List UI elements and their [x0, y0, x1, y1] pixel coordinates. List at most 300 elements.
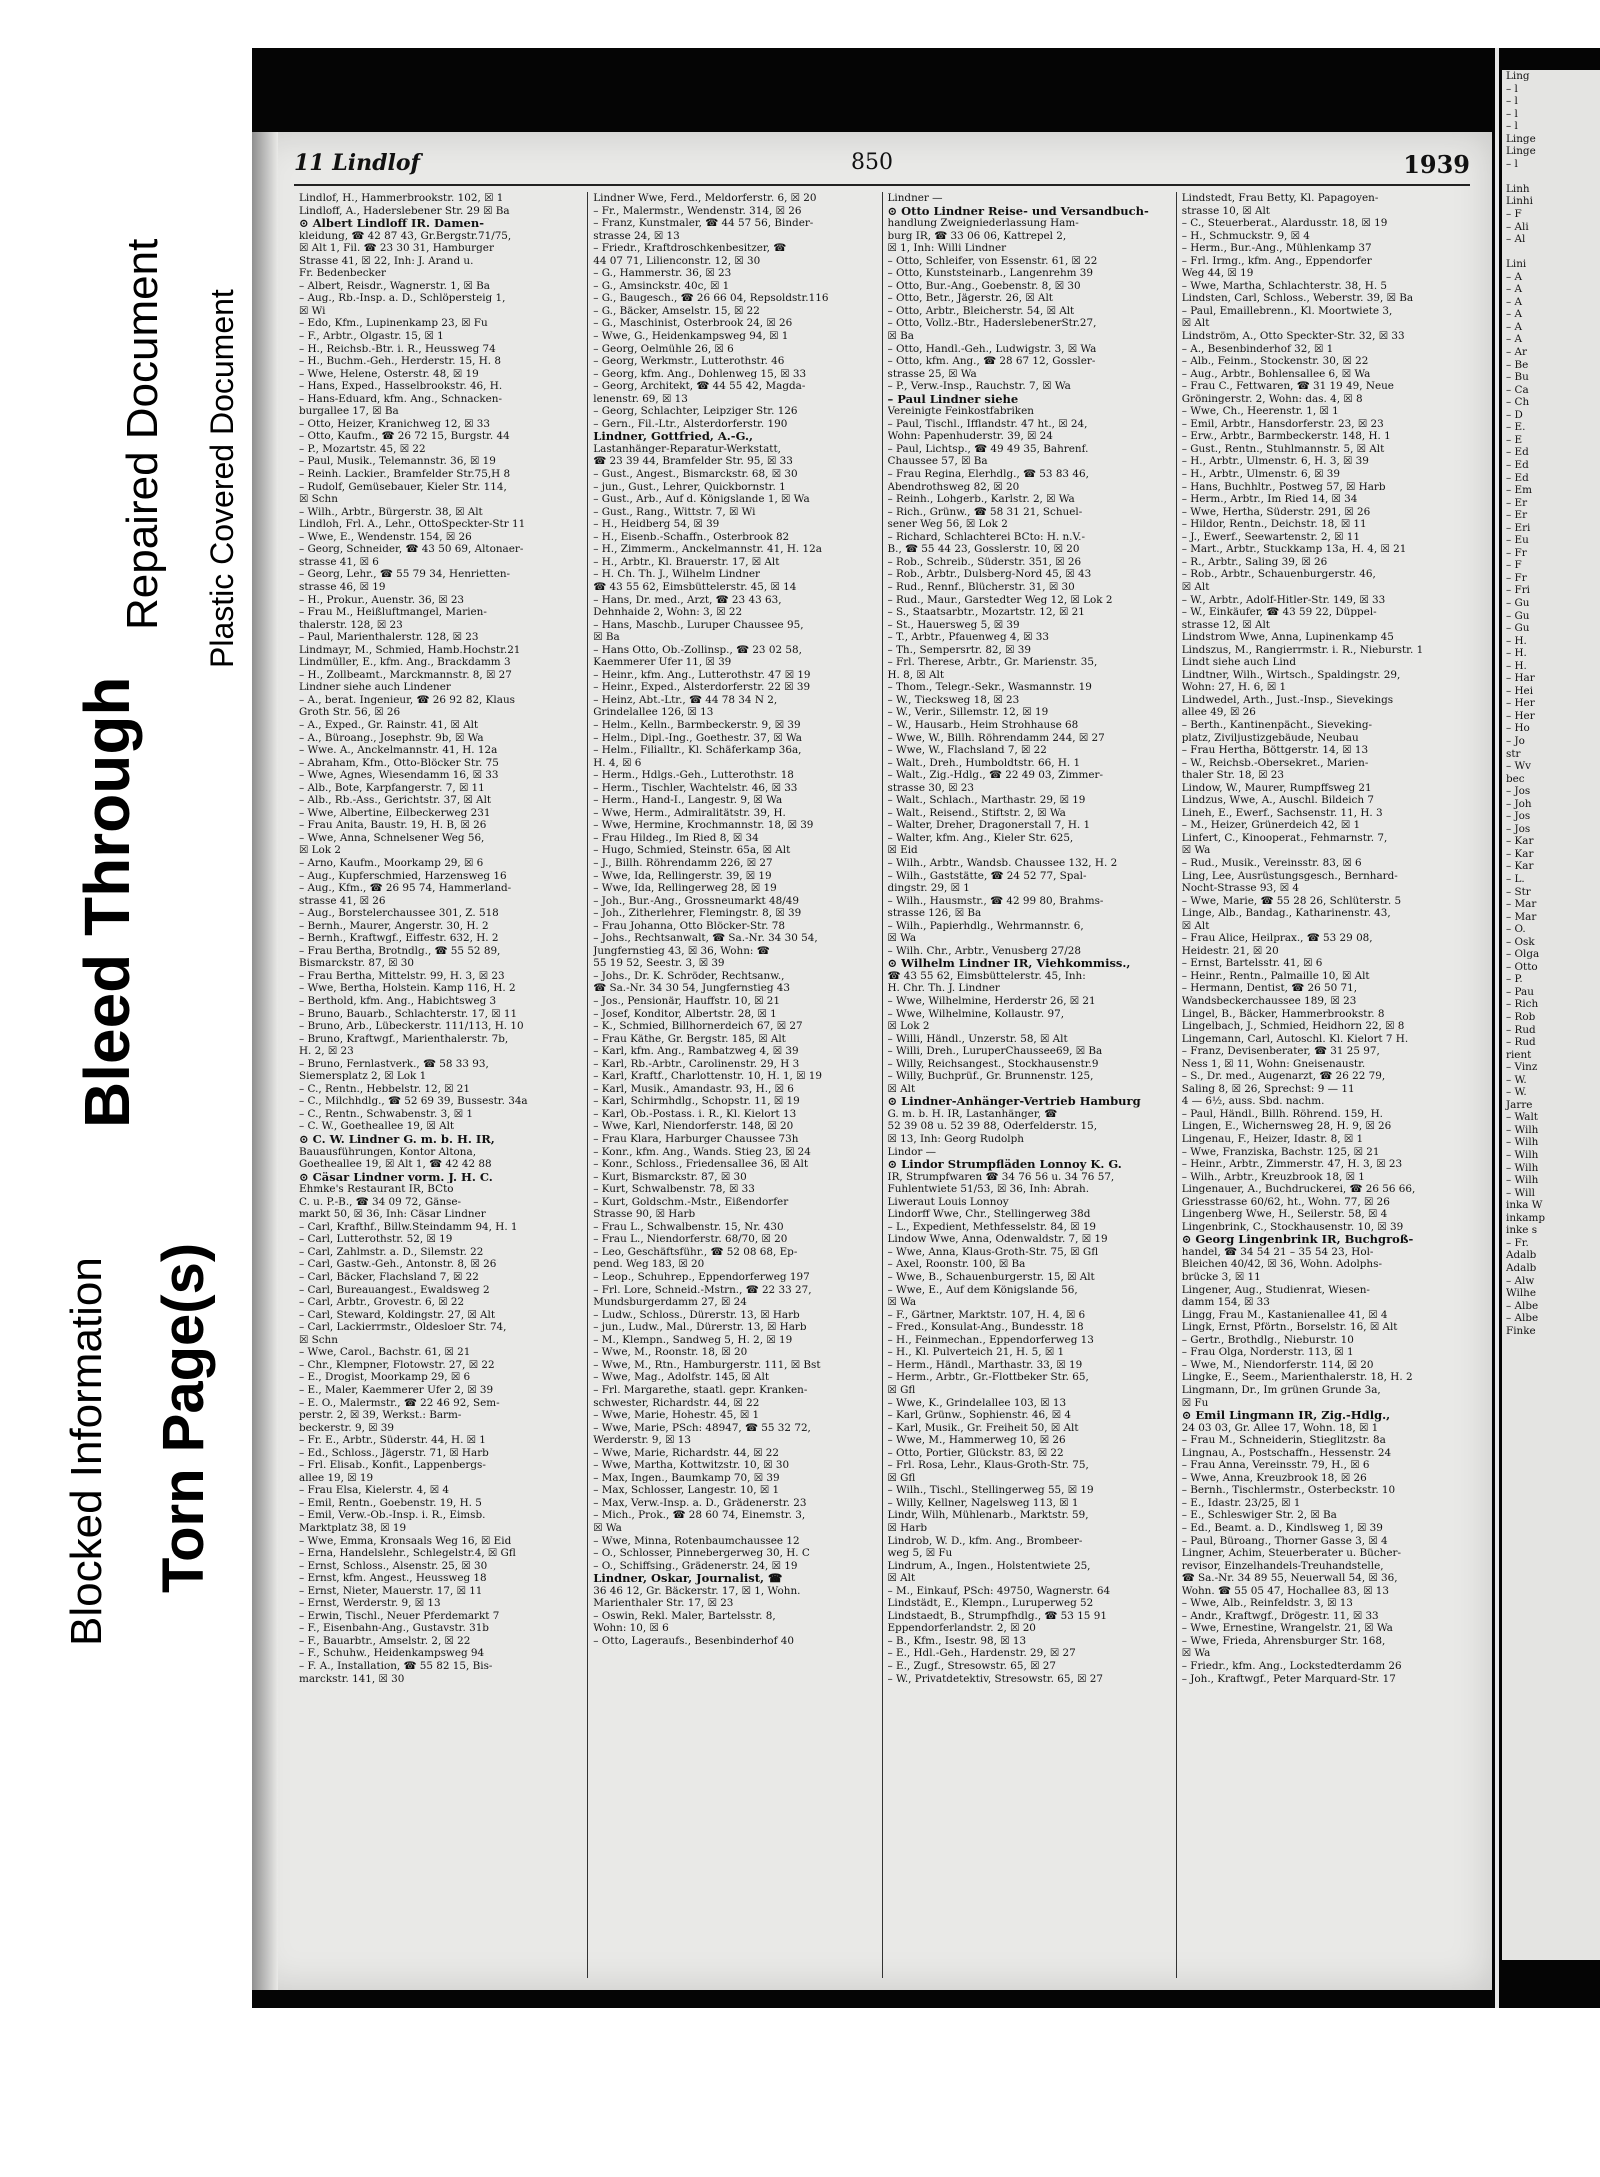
- adjacent-page-fragment: – Her: [1506, 709, 1535, 722]
- directory-entry: Eppendorferlandstr. 2, ☒ 20: [887, 1622, 1036, 1635]
- directory-entry: – Frau M., Heißluftmangel, Marien-: [299, 606, 487, 619]
- adjacent-page-fragment: Linh: [1506, 182, 1530, 195]
- directory-entry: – Frau Käthe, Gr. Bergstr. 185, ☒ Alt: [593, 1032, 786, 1045]
- directory-entry: – Karl, Grünw., Sophienstr. 46, ☒ 4: [887, 1409, 1071, 1422]
- directory-entry: ☎ 43 55 62, Eimsbüttelerstr. 45, Inh:: [887, 969, 1086, 982]
- directory-entry: – H., Arbtr., Ulmenstr. 6, ☒ 39: [1181, 468, 1341, 481]
- directory-entry: ☒ Alt: [887, 1572, 916, 1585]
- directory-entry: – Arno, Kaufm., Moorkamp 29, ☒ 6: [299, 856, 484, 869]
- directory-entry: – W., Hausarb., Heim Strohhause 68: [887, 718, 1079, 731]
- directory-entry: allee 19, ☒ 19: [299, 1471, 374, 1484]
- adjacent-page-fragment: – Mar: [1506, 898, 1537, 911]
- directory-entry: – Frl. Elisab., Konfit., Lappenbergs-: [299, 1459, 486, 1472]
- directory-entry: Lingnau, A., Postschaffn., Hessenstr. 24: [1181, 1446, 1392, 1459]
- directory-entry: – W., Arbtr., Adolf-Hitler-Str. 149, ☒ 33: [1181, 593, 1386, 606]
- directory-entry: – Wwe, Wilhelmine, Herderstr 26, ☒ 21: [887, 995, 1096, 1007]
- directory-entry: – Frau Elsa, Kielerstr. 4, ☒ 4: [299, 1484, 449, 1497]
- directory-entry: Lindor —: [887, 1145, 936, 1158]
- directory-entry: – Paul, Lichtsp., ☎ 49 49 35, Bahrenf.: [887, 442, 1089, 455]
- directory-entry: – Frau Bertha, Mittelstr. 99, H. 3, ☒ 23: [299, 969, 505, 982]
- directory-entry: – Wwe, Bertha, Holstein. Kamp 116, H. 2: [299, 982, 516, 995]
- directory-entry: – Franz, Kunstmaler, ☎ 44 57 56, Binder-: [593, 217, 814, 230]
- directory-entry: – Carl, Zahlmstr. a. D., Silemstr. 22: [299, 1245, 484, 1258]
- directory-entry: – Carl, Krafthf., Billw.Steindamm 94, H. 1: [299, 1220, 518, 1233]
- adjacent-page-fragment: rient: [1506, 1048, 1532, 1061]
- directory-entry: – Max, Ingen., Baumkamp 70, ☒ 39: [593, 1471, 780, 1484]
- directory-entry: ⊙ Albert Lindloff IR. Damen-: [299, 217, 484, 230]
- directory-entry: Bauausführungen, Kontor Altona,: [299, 1145, 477, 1158]
- directory-entry: – Hugo, Schmied, Steinstr. 65a, ☒ Alt: [593, 844, 791, 857]
- directory-entry: – Reinh. Lackier., Bramfelder Str.75,H 8: [299, 468, 511, 481]
- directory-entry: – M., Heizer, Grünerdeich 42, ☒ 1: [1181, 819, 1361, 832]
- directory-entry: – Karl, Musik., Gr. Freiheit 50, ☒ Alt: [887, 1421, 1079, 1434]
- directory-column: [883, 192, 1177, 1978]
- directory-entry: – G., Baugesch., ☎ 26 66 04, Repsoldstr.116: [593, 292, 829, 305]
- adjacent-page-fragment: – E: [1506, 433, 1523, 446]
- directory-entry: – Gust., Rentn., Stuhlmannstr. 5, ☒ Alt: [1181, 442, 1385, 455]
- directory-entry: – Helm., Dipl.-Ing., Goethestr. 37, ☒ Wa: [593, 731, 802, 744]
- directory-entry: Strasse 90, ☒ Harb: [593, 1208, 696, 1221]
- directory-entry: Werderstr. 9, ☒ 13: [593, 1434, 691, 1447]
- directory-entry: – St., Hauersweg 5, ☒ 39: [887, 618, 1020, 631]
- label-blocked-information: Blocked Information: [62, 1257, 111, 1646]
- directory-entry: Lindstrom Wwe, Anna, Lupinenkamp 45: [1181, 631, 1394, 644]
- directory-entry: Wohn: Papenhuderstr. 39, ☒ 24: [887, 430, 1053, 443]
- directory-entry: ☒ Wa: [593, 1521, 622, 1534]
- directory-entry: – Wwe, M., Niendorferstr. 114, ☒ 20: [1181, 1358, 1374, 1371]
- directory-entry: – Otto, Kaufm., ☎ 26 72 15, Burgstr. 44: [299, 430, 510, 443]
- directory-entry: – Georg, kfm. Ang., Dohlenweg 15, ☒ 33: [593, 367, 807, 380]
- directory-entry: – Ernst, Nieter, Mauerstr. 17, ☒ 11: [299, 1584, 483, 1597]
- directory-entry: – Georg, Schneider, ☎ 43 50 69, Altonaer-: [299, 543, 524, 556]
- adjacent-page-fragment: Adalb: [1506, 1261, 1537, 1274]
- directory-entry: ☒ Gfl: [887, 1471, 916, 1484]
- directory-entry: – Bernh., Kraftwgf., Eiffestr. 632, H. 2: [299, 932, 499, 945]
- directory-entry: 44 07 71, Lilienconstr. 12, ☒ 30: [593, 254, 761, 267]
- adjacent-page-fragment: – Rud: [1506, 1036, 1536, 1049]
- page-gutter: [1495, 48, 1499, 2008]
- directory-entry: Weg 44, ☒ 19: [1181, 267, 1254, 280]
- directory-entry: Lindner Wwe, Ferd., Meldorferstr. 6, ☒ 20: [593, 192, 817, 204]
- directory-entry: Lindner siehe auch Lindener: [299, 681, 451, 694]
- directory-entry: – Wwe, Emma, Kronsaals Weg 16, ☒ Eid: [299, 1534, 512, 1547]
- label-torn-pages: Torn Page(s): [151, 1242, 216, 1593]
- directory-entry: – Paul, Händl., Billh. Röhrend. 159, H.: [1181, 1107, 1383, 1120]
- adjacent-page-fragment: – Ca: [1506, 383, 1529, 396]
- directory-entry: – Aug., Borstelerchaussee 301, Z. 518: [299, 907, 499, 920]
- directory-entry: – Frau Anna, Vereinsstr. 79, H., ☒ 6: [1181, 1459, 1370, 1472]
- adjacent-page-fragment: inka W: [1506, 1199, 1543, 1212]
- directory-entry: ⊙ Lindor Strumpfläden Lonnoy K. G.: [887, 1158, 1122, 1171]
- directory-entry: – Hans, Exped., Hasselbrookstr. 46, H.: [299, 380, 503, 393]
- directory-entry: – G., Maschinist, Osterbrook 24, ☒ 26: [593, 317, 793, 330]
- directory-entry: strasse 41, ☒ 26: [299, 894, 386, 907]
- directory-entry: – Otto, kfm. Ang., ☎ 28 67 12, Gossler-: [887, 355, 1096, 368]
- directory-entry: strasse 12, ☒ Alt: [1181, 618, 1270, 631]
- directory-entry: 52 39 08 u. 52 39 88, Oderfelderstr. 15,: [887, 1120, 1098, 1133]
- directory-entry: – P., Mozartstr. 45, ☒ 22: [299, 442, 426, 455]
- directory-entry: – Otto, Vollz.-Btr., HaderslebenerStr.27,: [887, 317, 1097, 330]
- directory-entry: – Bruno, Fernlastverk., ☎ 58 33 93,: [299, 1057, 489, 1070]
- directory-entry: – E., Idastr. 23/25, ☒ 1: [1181, 1496, 1301, 1509]
- directory-entry: – Alb., Feinm., Stockenstr. 30, ☒ 22: [1181, 355, 1369, 368]
- adjacent-page-fragment: – H.: [1506, 634, 1527, 647]
- directory-entry: – Paul, Tischl., Ifflandstr. 47 ht., ☒ 24,: [887, 417, 1088, 430]
- directory-entry: – Alb., Bote, Karpfangerstr. 7, ☒ 11: [299, 781, 485, 794]
- directory-entry: – Wwe, Mag., Adolfstr. 145, ☒ Alt: [593, 1371, 770, 1384]
- directory-entry: – Karl, Kraftf., Charlottenstr. 10, H. 1, ☒ 19: [593, 1070, 822, 1083]
- directory-entry: – M., Klempn., Sandweg 5, H. 2, ☒ 19: [593, 1333, 793, 1346]
- adjacent-page-fragment: Linge: [1506, 132, 1536, 145]
- directory-entry: – Hans Otto, Ob.-Zollinsp., ☎ 23 02 58,: [593, 643, 802, 656]
- directory-entry: Lindström, A., Otto Speckter-Str. 32, ☒ 33: [1181, 330, 1405, 343]
- directory-entry: – O., Schlosser, Pinnebergerweg 30, H. C: [593, 1547, 810, 1560]
- directory-entry: – Frau C., Fettwaren, ☎ 31 19 49, Neue: [1181, 380, 1394, 393]
- directory-entry: Abendrothsweg 82, ☒ 20: [887, 480, 1020, 493]
- directory-entry: – Ernst, kfm. Angest., Heussweg 18: [299, 1572, 487, 1585]
- adjacent-page-fragment: bec: [1506, 772, 1525, 785]
- directory-entry: – Carl, Gastw.-Geh., Antonstr. 8, ☒ 26: [299, 1258, 497, 1271]
- adjacent-page-fragment: – Joh: [1506, 797, 1532, 810]
- directory-entry: – Ernst, Werderstr. 9, ☒ 13: [299, 1597, 441, 1610]
- directory-entry: – jun., Gust., Lehrer, Quickbornstr. 1: [593, 480, 786, 493]
- directory-entry: – Walt., Dreh., Humboldtstr. 66, H. 1: [887, 756, 1081, 769]
- directory-entry: – Frau L., Schwalbenstr. 15, Nr. 430: [593, 1220, 784, 1233]
- directory-entry: – Frau Anita, Baustr. 19, H. B, ☒ 26: [299, 819, 487, 832]
- directory-entry: – Wwe, Frieda, Ahrensburger Str. 168,: [1181, 1634, 1386, 1647]
- adjacent-page-fragment: – Rich: [1506, 998, 1539, 1011]
- directory-entry: Lindner, Gottfried, A.-G.,: [593, 430, 753, 443]
- directory-entry: – Wwe, Karl, Niendorferstr. 148, ☒ 20: [593, 1120, 794, 1133]
- directory-entry: – Richard, Schlachterei BCto: H. n.V.-: [887, 530, 1085, 543]
- directory-entry: – Otto, Heizer, Kranichweg 12, ☒ 33: [299, 417, 490, 430]
- directory-entry: – Wwe, Anna, Schnelsener Weg 56,: [299, 831, 485, 844]
- directory-entry: ☒ Alt: [1181, 317, 1210, 330]
- adjacent-page-fragment: – l: [1506, 95, 1518, 108]
- directory-entry: – Carl, Steward, Koldingstr. 27, ☒ Alt: [299, 1308, 496, 1321]
- adjacent-page-fragment: inke s: [1506, 1224, 1538, 1237]
- directory-entry: – Otto, Schleifer, von Essenstr. 61, ☒ 22: [887, 254, 1098, 267]
- directory-entry: – H., Kl. Pulverteich 21, H. 5, ☒ 1: [887, 1346, 1065, 1359]
- directory-entry: 36 46 12, Gr. Bäckerstr. 17, ☒ 1, Wohn.: [593, 1584, 801, 1597]
- adjacent-page-fragment: – Rob: [1506, 1011, 1536, 1024]
- directory-entry: brücke 3, ☒ 11: [1181, 1271, 1261, 1284]
- directory-entry: 4 — 6½, auss. Sbd. nachm.: [1181, 1095, 1325, 1108]
- directory-entry: ☒ Alt 1, Fil. ☎ 23 30 31, Hamburger: [299, 242, 494, 255]
- adjacent-page-fragment: Linhi: [1506, 195, 1533, 208]
- directory-entry: – Ludw., Schloss., Dürerstr. 13, ☒ Harb: [593, 1308, 800, 1321]
- directory-entry: ⊙ Cäsar Lindner vorm. J. H. C.: [299, 1170, 493, 1184]
- directory-entry: – Josef, Konditor, Albertstr. 28, ☒ 1: [593, 1007, 777, 1020]
- directory-entry: – Edo, Kfm., Lupinenkamp 23, ☒ Fu: [299, 317, 488, 330]
- adjacent-page-fragment: – H.: [1506, 659, 1527, 672]
- directory-entry: Lingenberg Wwe, H., Seilerstr. 58, ☒ 4: [1181, 1208, 1388, 1221]
- directory-entry: – Wwe, Martha, Kottwitzstr. 10, ☒ 30: [593, 1459, 790, 1472]
- directory-entry: ☒ Alt: [1181, 580, 1210, 593]
- directory-entry: – Karl, Schirmhdlg., Schopstr. 11, ☒ 19: [593, 1095, 800, 1108]
- directory-entry: – Gertr., Brothdlg., Nieburstr. 10: [1181, 1333, 1354, 1346]
- directory-entry: strasse 30, ☒ 23: [887, 781, 974, 794]
- directory-entry: – J., Ewerf., Seewartenstr. 2, ☒ 11: [1181, 530, 1360, 543]
- directory-entry: – R., Arbtr., Saling 39, ☒ 26: [1181, 555, 1328, 568]
- directory-entry: – Johs., Rechtsanwalt, ☎ Sa.-Nr. 34 30 54,: [593, 932, 818, 945]
- directory-entry: – Reinh., Lohgerb., Karlstr. 2, ☒ Wa: [887, 493, 1075, 506]
- directory-entry: – Wwe, G., Heidenkampsweg 94, ☒ 1: [593, 330, 789, 343]
- directory-entry: ⊙ Emil Lingmann IR, Zig.-Hdlg.,: [1181, 1409, 1391, 1422]
- label-plastic-covered-document: Plastic Covered Document: [204, 289, 240, 668]
- directory-entry: Lingenbrink, C., Stockhausenstr. 10, ☒ 39: [1181, 1220, 1404, 1233]
- adjacent-page-fragment: – Wilh: [1506, 1123, 1539, 1136]
- directory-entry: Lindt siehe auch Lind: [1181, 656, 1297, 669]
- adjacent-page-fragment: – W.: [1506, 1073, 1527, 1086]
- directory-entry: – Rich., Grünw., ☎ 58 31 21, Schuel-: [887, 505, 1083, 518]
- directory-entry: – Walt., Zig.-Hdlg., ☎ 22 49 03, Zimmer-: [887, 769, 1103, 782]
- directory-entry: strasse 41, ☒ 6: [299, 555, 379, 568]
- directory-entry: ☒ Wa: [1181, 1647, 1211, 1660]
- directory-entry: – Emil, Arbtr., Hansdorferstr. 23, ☒ 23: [1181, 417, 1384, 430]
- directory-entry: – Wwe, Minna, Rotenbaumchaussee 12: [593, 1534, 800, 1547]
- adjacent-page-fragment: – Albe: [1506, 1299, 1539, 1312]
- directory-entry: Lindtner, Wilh., Wirtsch., Spaldingstr. 29,: [1181, 668, 1401, 681]
- adjacent-page-fragment: – Jo: [1506, 734, 1525, 747]
- adjacent-page-fragment: – E.: [1506, 421, 1526, 434]
- directory-entry: – Frl. Rosa, Lehr., Klaus-Groth-Str. 75,: [887, 1459, 1089, 1472]
- page-header-name: 11 Lindlof: [294, 150, 420, 176]
- directory-entry: – Heinr., Rentn., Palmaille 10, ☒ Alt: [1181, 969, 1370, 982]
- directory-entry: strasse 126, ☒ Ba: [887, 907, 982, 920]
- adjacent-page-fragment: – Kar: [1506, 847, 1534, 860]
- directory-entry: – Emil, Rentn., Goebenstr. 19, H. 5: [299, 1496, 482, 1509]
- directory-entry: ☒ Lok 2: [299, 844, 341, 857]
- directory-entry: – Leop., Schuhrep., Eppendorferweg 197: [593, 1271, 810, 1284]
- directory-entry: – Herm., Hand-I., Langestr. 9, ☒ Wa: [593, 794, 783, 807]
- adjacent-page-fragment: – Ch: [1506, 396, 1530, 409]
- directory-entry: – Wilh., Tischl., Stellingerweg 55, ☒ 19: [887, 1484, 1094, 1497]
- directory-entry: – E., Schleswiger Str. 2, ☒ Ba: [1181, 1509, 1337, 1522]
- directory-entry: – Wwe, Ch., Heerenstr. 1, ☒ 1: [1181, 405, 1339, 418]
- adjacent-page-fragment: – O.: [1506, 923, 1526, 936]
- directory-entry: – Rud., Rennf., Blücherstr. 31, ☒ 30: [887, 580, 1075, 593]
- directory-entry: Marienthaler Str. 17, ☒ 23: [593, 1597, 734, 1610]
- directory-entry: – Wwe, Martha, Schlachterstr. 38, H. 5: [1181, 279, 1388, 292]
- directory-entry: – W., Privatdetektiv, Stresowstr. 65, ☒ 27: [887, 1672, 1103, 1685]
- directory-entry: – Wilh., Papierhdlg., Wehrmannstr. 6,: [887, 919, 1084, 932]
- directory-entry: – Rud., Maur., Garstedter Weg 12, ☒ Lok 2: [887, 593, 1113, 606]
- directory-entry: 55 19 52, Seestr. 3, ☒ 39: [593, 957, 725, 970]
- directory-entry: – Hildor, Rentn., Deichstr. 18, ☒ 11: [1181, 518, 1367, 531]
- directory-entry: – Erwin, Tischl., Neuer Pferdemarkt 7: [299, 1609, 500, 1622]
- adjacent-page-fragment: – Eu: [1506, 534, 1529, 547]
- directory-entry: ☒ 13, Inh: Georg Rudolph: [887, 1133, 1024, 1146]
- adjacent-page-fragment: – Wilh: [1506, 1174, 1539, 1187]
- directory-entry: Jungfernstieg 43, ☒ 36, Wohn: ☎: [593, 944, 770, 957]
- adjacent-page-edge: [1502, 70, 1600, 1960]
- directory-entry: – Wwe, Hertha, Süderstr. 291, ☒ 26: [1181, 505, 1371, 518]
- adjacent-page-fragment: – F: [1506, 559, 1522, 572]
- directory-entry: – Frl. Irmg., kfm. Ang., Eppendorfer: [1181, 254, 1372, 267]
- directory-entry: – Hans-Eduard, kfm. Ang., Schnacken-: [299, 392, 502, 405]
- directory-entry: – Paul, Büroang., Thorner Gasse 3, ☒ 4: [1181, 1534, 1388, 1547]
- directory-entry: – Frau Hildeg., Im Ried 8, ☒ 34: [593, 831, 759, 844]
- directory-entry: – H., Reichsb.-Btr. i. R., Heussweg 74: [299, 342, 496, 355]
- directory-entry: – Aug., Kupferschmied, Harzensweg 16: [299, 869, 507, 882]
- directory-entry: – Walter, Dreher, Dragonerstall 7, H. 1: [887, 819, 1091, 832]
- directory-entry: Linge, Alb., Bandag., Katharinenstr. 43,: [1181, 907, 1391, 920]
- adjacent-page-fragment: Ling: [1506, 70, 1530, 82]
- directory-entry: – Carl, Bureauangest., Ewaldsweg 2: [299, 1283, 490, 1296]
- directory-entry: – A., berat. Ingenieur, ☎ 26 92 82, Klaus: [299, 693, 515, 706]
- directory-entry: – Leo, Geschäftsführ., ☎ 52 08 68, Ep-: [593, 1245, 798, 1258]
- directory-entry: – H., Zimmerm., Anckelmannstr. 41, H. 12a: [593, 543, 822, 556]
- directory-entry: – Carl, Bäcker, Flachsland 7, ☒ 22: [299, 1271, 479, 1284]
- adjacent-page-fragment: – l: [1506, 157, 1518, 170]
- directory-entry: Lingke, E., Seem., Marienthalerstr. 18, H. 2: [1181, 1371, 1413, 1384]
- directory-entry: – Gust., Angest., Bismarckstr. 68, ☒ 30: [593, 468, 798, 481]
- directory-entry: – H., Schmuckstr. 9, ☒ 4: [1181, 229, 1310, 242]
- adjacent-page-fragment: Wilhe: [1506, 1287, 1536, 1300]
- directory-entry: – Joh., Bur.-Ang., Grossneumarkt 48/49: [593, 894, 799, 907]
- directory-entry: – Walt., Reisend., Stiftstr. 2, ☒ Wa: [887, 806, 1066, 819]
- directory-entry: ☒ 1, Inh: Willi Lindner: [887, 242, 1007, 255]
- directory-entry: – Frau Hertha, Böttgerstr. 14, ☒ 13: [1181, 744, 1369, 757]
- directory-entry: – F., Eisenbahn-Ang., Gustavstr. 31b: [299, 1622, 489, 1635]
- directory-entry: – M., Einkauf, PSch: 49750, Wagnerstr. 64: [887, 1584, 1111, 1597]
- directory-entry: – Wwe, Ida, Rellingerstr. 39, ☒ 19: [593, 869, 772, 882]
- directory-entry: – Kurt, Goldschm.-Mstr., Eißendorfer: [593, 1195, 789, 1208]
- adjacent-page-fragment: – D: [1506, 408, 1523, 421]
- directory-entry: pend. Weg 183, ☒ 20: [593, 1258, 705, 1271]
- directory-entry: – Carl, Lutterothstr. 52, ☒ 19: [299, 1233, 453, 1246]
- directory-entry: – W., Reichsb.-Obersekret., Marien-: [1181, 756, 1369, 769]
- directory-entry: – Karl, Ob.-Postass. i. R., Kl. Kielort 13: [593, 1107, 797, 1120]
- directory-entry: Lindlof, H., Hammerbrookstr. 102, ☒ 1: [299, 192, 504, 204]
- directory-entry: – H., Arbtr., Kl. Brauerstr. 17, ☒ Alt: [593, 555, 780, 568]
- directory-entry: – Rob., Arbtr., Dulsberg-Nord 45, ☒ 43: [887, 568, 1092, 581]
- directory-entry: Lindstedt, Frau Betty, Kl. Papagoyen-: [1181, 192, 1379, 204]
- directory-entry: – Erna, Handelslehr., Schlegelstr.4, ☒ Gfl: [299, 1547, 516, 1560]
- directory-columns: [294, 192, 1470, 1978]
- directory-entry: – Wilh., Hausmstr., ☎ 42 99 80, Brahms-: [887, 894, 1104, 907]
- directory-entry: – Ernst, Schloss., Alsenstr. 25, ☒ 30: [299, 1559, 488, 1572]
- directory-entry: – J., Billh. Röhrendamm 226, ☒ 27: [593, 856, 773, 869]
- directory-entry: Wandsbeckerchaussee 189, ☒ 23: [1181, 995, 1357, 1007]
- directory-entry: C. u. P.-B., ☎ 34 09 72, Gänse-: [299, 1195, 462, 1208]
- adjacent-page-fragment: – Fr.: [1506, 1236, 1529, 1249]
- directory-entry: – Herm., Arbtr., Gr.-Flottbeker Str. 65,: [887, 1371, 1089, 1384]
- adjacent-page-fragment: – Pau: [1506, 985, 1534, 998]
- directory-entry: Lindorff Wwe, Chr., Stellingerweg 38d: [887, 1208, 1091, 1221]
- directory-entry: – Aug., Arbtr., Bohlensallee 6, ☒ Wa: [1181, 367, 1371, 380]
- directory-entry: – Wwe, W., Billh. Röhrendamm 244, ☒ 27: [887, 731, 1105, 744]
- directory-entry: – C., Rentn., Schwabenstr. 3, ☒ 1: [299, 1107, 474, 1120]
- directory-entry: ☎ Sa.-Nr. 34 89 55, Neuerwall 54, ☒ 36,: [1181, 1572, 1398, 1585]
- directory-entry: – Mart., Arbtr., Stuckkamp 13a, H. 4, ☒ 21: [1181, 543, 1407, 556]
- directory-entry: Lingen, E., Wichernsweg 28, H. 9, ☒ 26: [1181, 1120, 1392, 1133]
- directory-entry: – Wwe, Agnes, Wiesendamm 16, ☒ 33: [299, 769, 499, 782]
- adjacent-page-fragment: – Gu: [1506, 609, 1530, 622]
- directory-entry: Lingmann, Dr., Im grünen Grunde 3a,: [1181, 1383, 1381, 1396]
- adjacent-page-fragment: inkamp: [1506, 1211, 1546, 1224]
- directory-entry: thaler Str. 18, ☒ 23: [1181, 769, 1284, 782]
- directory-entry: – C., Steuerberat., Alardusstr. 18, ☒ 19: [1181, 217, 1388, 230]
- adjacent-page-fragment: – Fri: [1506, 584, 1530, 597]
- adjacent-page-fragment: – Alw: [1506, 1274, 1535, 1287]
- directory-entry: thalerstr. 128, ☒ 23: [299, 618, 403, 631]
- directory-entry: – H., Eisenb.-Schaffn., Osterbrook 82: [593, 530, 790, 543]
- directory-entry: Bismarckstr. 87, ☒ 30: [299, 957, 415, 970]
- adjacent-page-fragment: – H.: [1506, 647, 1527, 660]
- directory-entry: ☒ Gfl: [887, 1383, 916, 1396]
- adjacent-page-fragment: – Str: [1506, 885, 1531, 898]
- directory-entry: – Otto, Lageraufs., Besenbinderhof 40: [593, 1634, 795, 1647]
- directory-entry: – Fr., Malermstr., Wendenstr. 314, ☒ 26: [593, 204, 802, 217]
- directory-entry: – Otto, Kunststeinarb., Langenrehm 39: [887, 267, 1094, 280]
- directory-entry: G. m. b. H. IR, Lastanhänger, ☎: [887, 1107, 1058, 1120]
- directory-entry: – Wwe, E., Auf dem Königslande 56,: [887, 1283, 1078, 1296]
- directory-entry: Bleichen 40/42, ☒ 36, Wohn. Adolphs-: [1181, 1258, 1382, 1271]
- directory-entry: Ehmke's Restaurant IR, BCto: [299, 1183, 454, 1196]
- adjacent-page-fragment: Jarre: [1506, 1098, 1533, 1111]
- directory-entry: – Frau Klara, Harburger Chaussee 73h: [593, 1133, 799, 1146]
- directory-entry: – Max, Verw.-Insp. a. D., Grädenerstr. 23: [593, 1496, 807, 1509]
- directory-entry: – Willy, Buchprüf., Gr. Brunnenstr. 125,: [887, 1070, 1094, 1083]
- directory-entry: H. 4, ☒ 6: [593, 756, 642, 769]
- page-binding-shadow: [252, 132, 278, 1990]
- adjacent-page-fragment: – Ali: [1506, 220, 1529, 233]
- directory-entry: – T., Arbtr., Pfauenweg 4, ☒ 33: [887, 631, 1049, 644]
- adjacent-page-fragment: – Wilh: [1506, 1149, 1539, 1162]
- adjacent-page-fragment: – l: [1506, 107, 1518, 120]
- directory-entry: – Wwe. A., Anckelmannstr. 41, H. 12a: [299, 744, 498, 757]
- directory-entry: Lingel, B., Bäcker, Hammerbrookstr. 8: [1181, 1007, 1385, 1020]
- directory-entry: – Aug., Rb.-Insp. a. D., Schlöpersteig 1,: [299, 292, 506, 305]
- directory-entry: – Otto, Arbtr., Bleicherstr. 54, ☒ Alt: [887, 304, 1075, 317]
- directory-entry: allee 49, ☒ 26: [1181, 706, 1256, 719]
- directory-entry: Lindszus, M., Rangierrmstr. i. R., Nieburstr. 1: [1181, 643, 1424, 656]
- directory-entry: revisor, Einzelhandels-Treuhandstelle,: [1181, 1559, 1384, 1572]
- adjacent-page-fragment: [1502, 246, 1600, 259]
- directory-entry: – Axel, Roonstr. 100, ☒ Ba: [887, 1258, 1026, 1271]
- directory-entry: – Wilh., Arbtr., Kreuzbrook 18, ☒ 1: [1181, 1170, 1365, 1183]
- directory-entry: – H. Ch. Th. J., Wilhelm Lindner: [593, 568, 760, 581]
- directory-entry: – E. O., Malermstr., ☎ 22 46 92, Sem-: [299, 1396, 500, 1409]
- directory-entry: Wohn: 27, H. 6, ☒ 1: [1181, 681, 1287, 694]
- adjacent-page-fragment: – Eri: [1506, 521, 1531, 534]
- directory-entry: ⊙ Wilhelm Lindner IR, Viehkommiss.,: [887, 957, 1131, 970]
- directory-entry: – Fred., Konsulat-Ang., Bundesstr. 18: [887, 1321, 1084, 1334]
- condition-label-strip: [0, 48, 252, 2008]
- directory-entry: – Wwe, E., Wendenstr. 154, ☒ 26: [299, 530, 472, 543]
- directory-entry: ☎ 43 55 62, Eimsbüttelerstr. 45, ☒ 14: [593, 580, 797, 593]
- directory-entry: Dehnhaide 2, Wohn: 3, ☒ 22: [593, 606, 743, 619]
- directory-entry: ☒ Fu: [1181, 1396, 1209, 1409]
- directory-entry: – jun., Ludw., Mal., Dürerstr. 13, ☒ Harb: [593, 1321, 807, 1334]
- directory-entry: – H., Arbtr., Ulmenstr. 6, H. 3, ☒ 39: [1181, 455, 1369, 468]
- directory-entry: Liweraut Louis Lonnoy: [887, 1195, 1009, 1208]
- directory-entry: Wohn: 10, ☒ 6: [593, 1622, 669, 1635]
- directory-entry: – Heinz, Abt.-Ltr., ☎ 44 78 34 N 2,: [593, 693, 778, 706]
- adjacent-page-fragment: – Ed: [1506, 471, 1529, 484]
- directory-entry: – Georg, Werkmstr., Lutterothstr. 46: [593, 355, 785, 368]
- directory-entry: – Fr. E., Arbtr., Süderstr. 44, H. ☒ 1: [299, 1434, 486, 1447]
- directory-entry: – Jos., Pensionär, Hauffstr. 10, ☒ 21: [593, 995, 780, 1007]
- directory-entry: – Wwe, M., Roonstr. 18, ☒ 20: [593, 1346, 748, 1359]
- directory-entry: – Rob., Arbtr., Schauenburgerstr. 46,: [1181, 568, 1376, 581]
- directory-entry: Nocht-Strasse 93, ☒ 4: [1181, 882, 1299, 895]
- directory-entry: – Mich., Prok., ☎ 28 60 74, Einemstr. 3,: [593, 1509, 806, 1522]
- directory-entry: – Paul Lindner siehe: [887, 392, 1019, 406]
- directory-entry: ⊙ C. W. Lindner G. m. b. H. IR,: [299, 1133, 495, 1146]
